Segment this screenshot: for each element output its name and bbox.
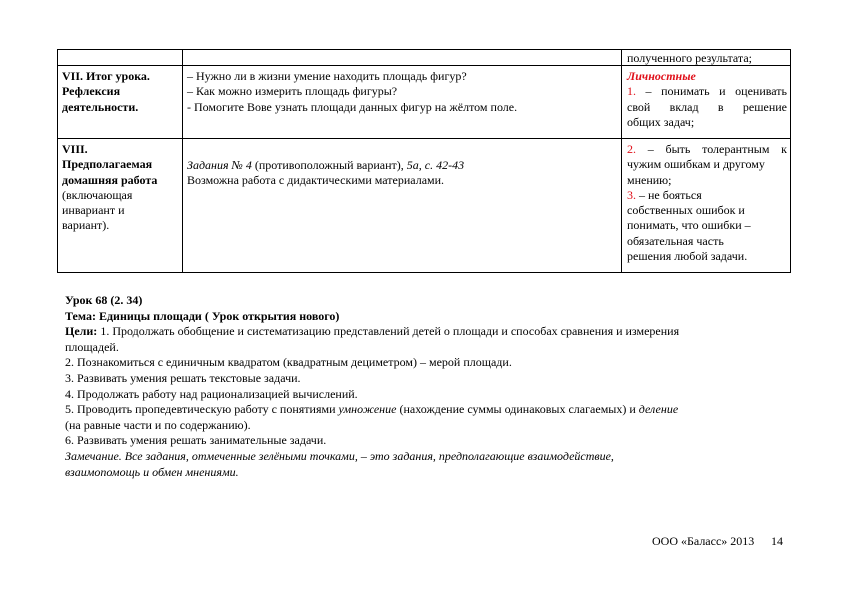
table-row-1-questions: – Нужно ли в жизни умение находить площадь фигур? – Как можно измерить площадь фигуры? - Помогите Вове узнать площади данных фигур на жёлтом поле.	[187, 69, 518, 114]
table-row-2-stage: VIII. Предполагаемая домашняя работа (включающая инвариант и вариант).	[62, 142, 158, 233]
lesson-table	[57, 49, 791, 273]
table-row-1-stage: VII. Итог урока. Рефлексия деятельности.	[62, 69, 150, 114]
page-number: 14	[771, 534, 783, 548]
lesson-description: Урок 68 (2. 34) Тема: Единицы площади ( Урок открытия нового) Цели: 1. Продолжать обобщение и систематизацию представлений детей о площади и способах сравнения и измерения площадей. 2. Познакомиться с единичным квадратом (квадратным дециметром) – мерой площади. 3. Развивать умения решать текстовые задачи. 4. Продолжать работу над рационализацией вычислений. 5. Проводить пропедевтическую работу с понятиями умножение (нахождение суммы одинаковых слагаемых) и деление (на равные части и по содержанию). 6. Развивать умения решать занимательные задачи. Замечание. Все задания, отмеченные зелёными точками, – это задания, предполагающие взаимодействие, взаимопомощь и обмен мнениями.	[65, 293, 785, 480]
table-row-1-outcomes: Личностные 1. – понимать и оценивать свой вклад в решение общих задач;	[627, 69, 787, 129]
lesson-note: Замечание. Все задания, отмеченные зелёными точками, – это задания, предполагающие взаимодействие,	[65, 448, 614, 463]
column-divider	[182, 50, 183, 272]
table-row-2-homework: Задания № 4 (противоположный вариант), 5а, с. 42-43 Возможна работа с дидактическими материалами.	[187, 158, 465, 188]
lesson-goals: Цели: 1. Продолжать обобщение и систематизацию представлений детей о площади и способах сравнения и измерения	[65, 324, 680, 339]
table-row-0-col3: полученного результата;	[627, 51, 752, 65]
lesson-theme: Тема: Единицы площади ( Урок открытия нового)	[65, 308, 340, 323]
lesson-heading: Урок 68 (2. 34)	[65, 293, 143, 307]
table-row-2-outcomes: 2. – быть толерантным к чужим ошибкам и другому мнению; 3. – не бояться собственных ошибок и понимать, что ошибки – обязательная часть решения любой задачи.	[627, 142, 787, 264]
column-divider	[621, 50, 622, 272]
footer-publisher: ООО «Баласс» 2013	[652, 534, 755, 548]
personal-results-title: Личностные	[627, 69, 696, 83]
row-divider	[58, 138, 790, 139]
